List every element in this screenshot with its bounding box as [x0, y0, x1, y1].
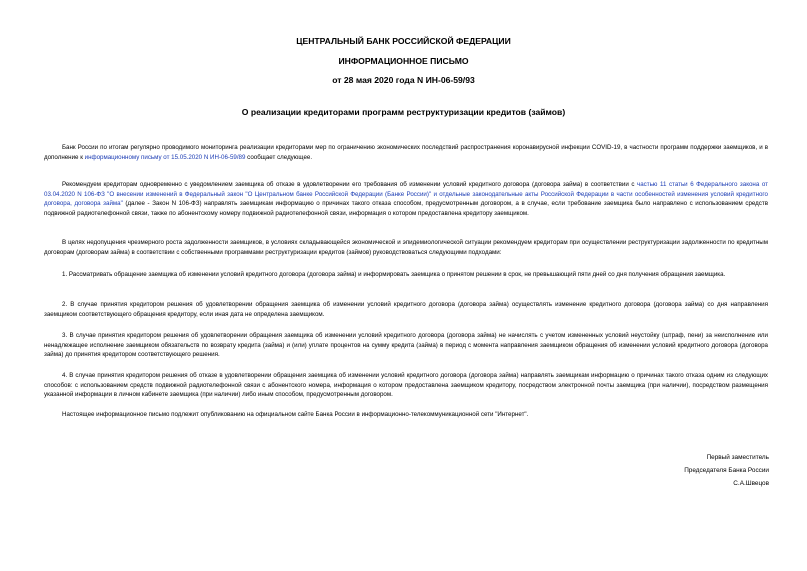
paragraph-intro: [44, 143, 768, 162]
info-letter-link[interactable]: информационному письму от 15.05.2020 N ИН-06-59/89: [84, 153, 246, 161]
paragraph-recommendation-text-b: (далее - Закон N 106-ФЗ) направлять заемщикам информацию о причинах такого отказа способом, предусмотренным договором, а в случае, если требование заемщика было направлено с использованием средств подвижной радиотелефонной связи, также по абонентскому номеру подвижной радиотелефонной связи, информация о котором предоставлена кредитору заемщиком.: [44, 200, 769, 218]
paragraph-approaches: В целях недопущения чрезмерного роста задолженности заемщиков, в условиях складывающейся экономической и эпидемиологической ситуации рекомендуем кредиторам при осуществлении реструктуризации задолженности по кредитным договорам (договорам займа) в соответствии с собственными программами реструктуризации кредитов (займов) руководствоваться следующими подходами:: [44, 239, 768, 256]
list-item-3: 3. В случае принятия кредитором решения об удовлетворении обращения заемщика об изменении условий кредитного договора (договора займа) не начислять с учетом измененных условий неустойку (штраф, пени) за неисполнение или ненадлежащее исполнение заемщиком обязательств по возврату кредита (займа) и (или) уплате процентов на сумму кредита (займа) в период с момента направления заемщиком обращения об изменении условий кредитного договора (договора займа) до принятия кредитором соответствующего решения.: [44, 332, 768, 359]
signature-position-line1: Первый заместитель: [706, 454, 769, 461]
document-title: О реализации кредиторами программ реструктуризации кредитов (займов): [241, 107, 566, 117]
paragraph-recommendation-text-a: Рекомендуем кредиторам одновременно с уведомлением заемщика об отказе в удовлетворении его требования об изменении условий кредитного договора (договора займа) в соответствии с: [62, 181, 637, 188]
issuer-heading: ЦЕНТРАЛЬНЫЙ БАНК РОССИЙСКОЙ ФЕДЕРАЦИИ: [296, 36, 511, 46]
list-item-2: 2. В случае принятия кредитором решения об удовлетворении обращения заемщика об изменении условий кредитного договора (договора займа) осуществлять изменение кредитного договора (договора займа) со дня направления заемщиком соответствующего обращения кредитору, если иная дата не определена заемщиком.: [44, 301, 768, 318]
signature-name: С.А.Швецов: [733, 480, 769, 487]
signature-position-line2: Председателя Банка России: [684, 467, 769, 474]
paragraph-intro-text-b: сообщает следующее.: [245, 153, 313, 161]
signature-block: [684, 451, 769, 490]
document-date-number: от 28 мая 2020 года N ИН-06-59/93: [332, 75, 475, 85]
list-item-4: 4. В случае принятия кредитором решения об отказе в удовлетворении обращения заемщика об изменении условий кредитного договора (договора займа) направлять заемщикам информацию о причинах такого отказа одним из следующих способов: с использованием средств подвижной радиотелефонной связи с абонентского номера, информация о котором предоставлена заемщиком кредитору, посредством электронной почты заемщика (при наличии), посредством размещения указанной информации в личном кабинете заемщика (при наличии) либо иным способом, предусмотренным договором.: [44, 372, 768, 399]
document-type-heading: ИНФОРМАЦИОННОЕ ПИСЬМО: [338, 56, 469, 66]
federal-law-link[interactable]: частью 11 статьи 6 Федерального закона от 03.04.2020 N 106-ФЗ "О внесении изменений в Федеральный закон "О Центральном банке Российской Федерации (Банке России)" и отдельные законодательные акты Российской Федерации в части особенностей изменения условий кредитного договора, договора займа": [44, 181, 768, 208]
list-item-1: 1. Рассматривать обращение заемщика об изменении условий кредитного договора (договора займа) и информировать заемщика о принятом решении в срок, не превышающий пяти дней со дня получения обращения заемщика.: [62, 271, 726, 278]
paragraph-recommendation: [44, 180, 768, 219]
publication-note: Настоящее информационное письмо подлежит опубликованию на официальном сайте Банка России в информационно-телекоммуникационной сети "Интернет".: [62, 411, 529, 418]
paragraph-intro-text-a: Банк России по итогам регулярно проводимого мониторинга реализации кредиторами мер по ограничению экономических последствий распространения коронавирусной инфекции COVID-19, в частности программ поддержки заемщиков, и в дополнение к: [44, 144, 768, 161]
